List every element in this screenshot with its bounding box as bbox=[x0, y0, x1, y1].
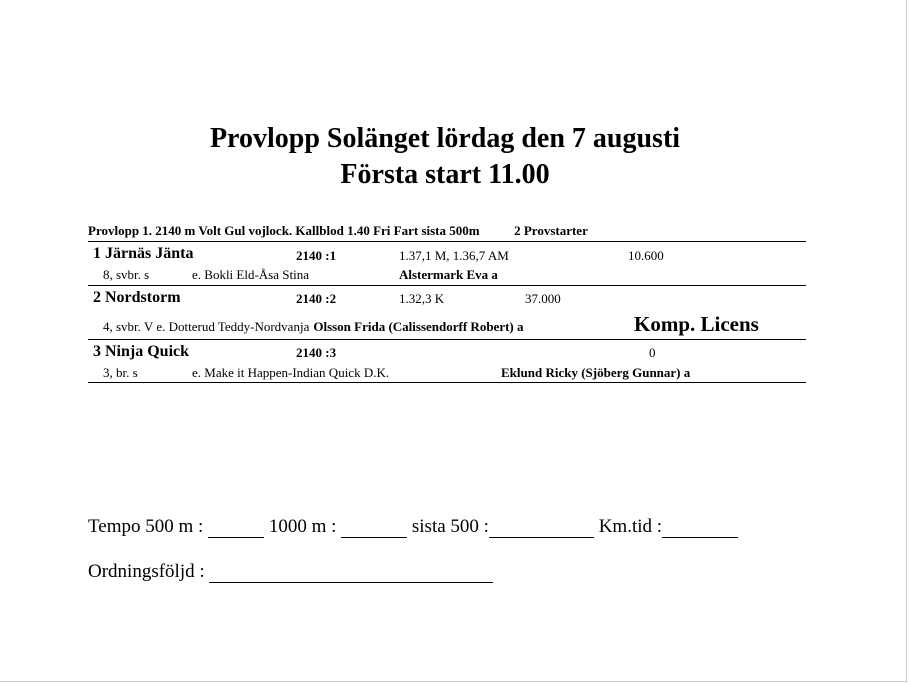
page-title: Provlopp Solänget lördag den 7 augusti bbox=[209, 123, 681, 154]
tempo-sista-field[interactable] bbox=[489, 518, 594, 538]
horse-info: 8, svbr. s bbox=[103, 267, 150, 282]
tempo-1000-field[interactable] bbox=[341, 518, 407, 538]
race-header bbox=[88, 223, 588, 239]
horse-prize-money: 10.600 bbox=[628, 248, 664, 263]
horse-prize-money: 37.000 bbox=[525, 291, 561, 306]
tempo-1000-label: 1000 m : bbox=[268, 516, 337, 537]
horse-driver: Eklund Ricky (Sjöberg Gunnar) a bbox=[501, 365, 691, 380]
horse-driver: Olsson Frida (Calissendorff Robert) a bbox=[313, 319, 524, 334]
km-time-field[interactable] bbox=[662, 518, 738, 538]
horse-distance: 2140 :3 bbox=[296, 345, 337, 360]
tempo-500-label: Tempo 500 m : bbox=[88, 516, 204, 537]
horse-distance: 2140 :2 bbox=[296, 291, 337, 306]
horse-name: 3 Ninja Quick bbox=[93, 343, 190, 360]
divider bbox=[88, 382, 806, 383]
horse-details-row bbox=[103, 318, 524, 336]
tempo-500-field[interactable] bbox=[208, 518, 264, 538]
divider bbox=[88, 241, 806, 242]
order-label: Ordningsföljd : bbox=[88, 561, 205, 582]
horse-record-time: 1.37,1 M, 1.36,7 AM bbox=[399, 248, 509, 263]
horse-name: 1 Järnäs Jänta bbox=[93, 245, 194, 262]
horse-prize-money: 0 bbox=[649, 345, 656, 360]
horse-record-time: 1.32,3 K bbox=[399, 291, 445, 306]
tempo-line bbox=[88, 516, 738, 538]
race-header-starts: 2 Provstarter bbox=[514, 223, 588, 238]
divider bbox=[88, 285, 806, 286]
order-line bbox=[88, 561, 493, 583]
license-note: Komp. Licens bbox=[634, 312, 759, 336]
horse-driver: Alstermark Eva a bbox=[399, 267, 498, 282]
race-header-description: Provlopp 1. 2140 m Volt Gul vojlock. Kallblod 1.40 Fri Fart sista 500m bbox=[88, 223, 480, 238]
horse-info: 3, br. s bbox=[103, 365, 138, 380]
horse-pedigree: e. Make it Happen-Indian Quick D.K. bbox=[192, 365, 390, 380]
divider bbox=[88, 339, 806, 340]
order-field[interactable] bbox=[209, 563, 493, 583]
km-time-label: Km.tid : bbox=[598, 516, 663, 537]
horse-name: 2 Nordstorm bbox=[93, 289, 181, 306]
horse-pedigree: e. Bokli Eld-Åsa Stina bbox=[192, 267, 309, 282]
horse-info: 4, svbr. V e. Dotterud Teddy-Nordvanja bbox=[103, 319, 310, 334]
tempo-sista-label: sista 500 : bbox=[411, 516, 489, 537]
horse-distance: 2140 :1 bbox=[296, 248, 337, 263]
page-subtitle: Första start 11.00 bbox=[340, 159, 550, 190]
